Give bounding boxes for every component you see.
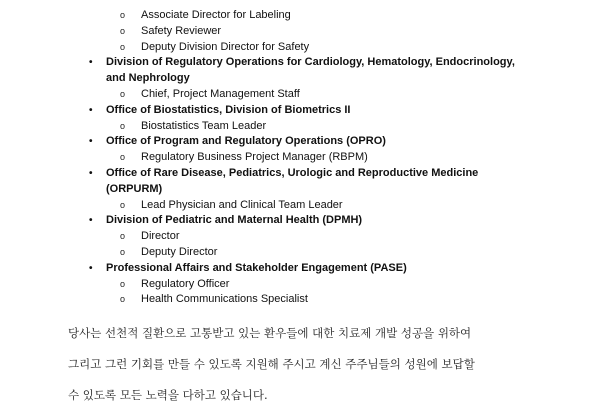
bullet-circle-icon: o: [120, 152, 126, 163]
list-item-role: [0, 245, 601, 261]
bullet-circle-icon: o: [120, 199, 126, 210]
list-item-text: Director: [141, 230, 180, 243]
list-item-heading: [0, 213, 601, 229]
list-item-role: [0, 150, 601, 166]
list-item-text: Division of Pediatric and Maternal Health (DPMH): [106, 214, 363, 227]
list-item-text: Division of Regulatory Operations for Cardiology, Hematology, Endocrinology, and Nephrology: [106, 56, 515, 85]
list-item-text: Lead Physician and Clinical Team Leader: [141, 198, 343, 211]
bullet-circle-icon: o: [120, 278, 126, 289]
bullet-disc-icon: •: [89, 57, 93, 69]
list-item-role: [0, 277, 601, 293]
paragraph-line: 당사는 선천적 질환으로 고통받고 있는 환우들에 대한 치료제 개발 성공을 위하여: [68, 326, 472, 340]
bullet-circle-icon: o: [120, 25, 126, 36]
bullet-disc-icon: •: [89, 136, 93, 148]
list-item-text: Office of Program and Regulatory Operations (OPRO): [106, 135, 386, 148]
list-item-heading: [0, 261, 601, 277]
paragraph-line: 수 있도록 모든 노력을 다하고 있습니다.: [68, 388, 268, 402]
list-item-text: Chief, Project Management Staff: [141, 87, 300, 100]
list-item-heading: [0, 55, 601, 87]
list-item-text: Office of Biostatistics, Division of Biometrics II: [106, 103, 351, 116]
bullet-disc-icon: •: [89, 215, 93, 227]
list-item-text: Regulatory Officer: [141, 277, 230, 290]
list-item-text: Health Communications Specialist: [141, 293, 308, 306]
list-item-text: Deputy Director: [141, 245, 218, 258]
list-item-role: [0, 198, 601, 214]
list-item-role: [0, 24, 601, 40]
bullet-circle-icon: o: [120, 120, 126, 131]
list-item-role: [0, 8, 601, 24]
bullet-disc-icon: •: [89, 104, 93, 116]
bullet-circle-icon: o: [120, 294, 126, 305]
list-item-text: Associate Director for Labeling: [141, 9, 291, 21]
list-item-text: Regulatory Business Project Manager (RBPM): [141, 151, 368, 164]
list-item-text: Deputy Division Director for Safety: [141, 40, 310, 53]
bullet-circle-icon: o: [120, 246, 126, 257]
list-item-text: Biostatistics Team Leader: [141, 119, 267, 132]
bullet-circle-icon: o: [120, 231, 126, 242]
list-item-text: Office of Rare Disease, Pediatrics, Urologic and Reproductive Medicine (ORPURM): [106, 166, 479, 195]
korean-paragraph: [68, 323, 538, 416]
list-item-role: [0, 119, 601, 135]
list-item-text: Professional Affairs and Stakeholder Engagement (PASE): [106, 261, 407, 274]
bullet-disc-icon: •: [89, 167, 93, 179]
list-item-role: [0, 87, 601, 103]
role-list: [0, 8, 601, 308]
bullet-circle-icon: o: [120, 10, 126, 20]
bullet-disc-icon: •: [89, 262, 93, 274]
bullet-circle-icon: o: [120, 41, 126, 52]
bullet-circle-icon: o: [120, 88, 126, 99]
list-item-role: [0, 40, 601, 56]
paragraph-line: 그리고 그런 기회를 만들 수 있도록 지원해 주시고 계신 주주님들의 성원에 보답할: [68, 357, 475, 371]
list-item-heading: [0, 134, 601, 150]
list-item-heading: [0, 166, 601, 198]
list-item-role: [0, 292, 601, 308]
list-item-role: [0, 229, 601, 245]
list-item-heading: [0, 103, 601, 119]
list-item-text: Safety Reviewer: [141, 24, 222, 37]
